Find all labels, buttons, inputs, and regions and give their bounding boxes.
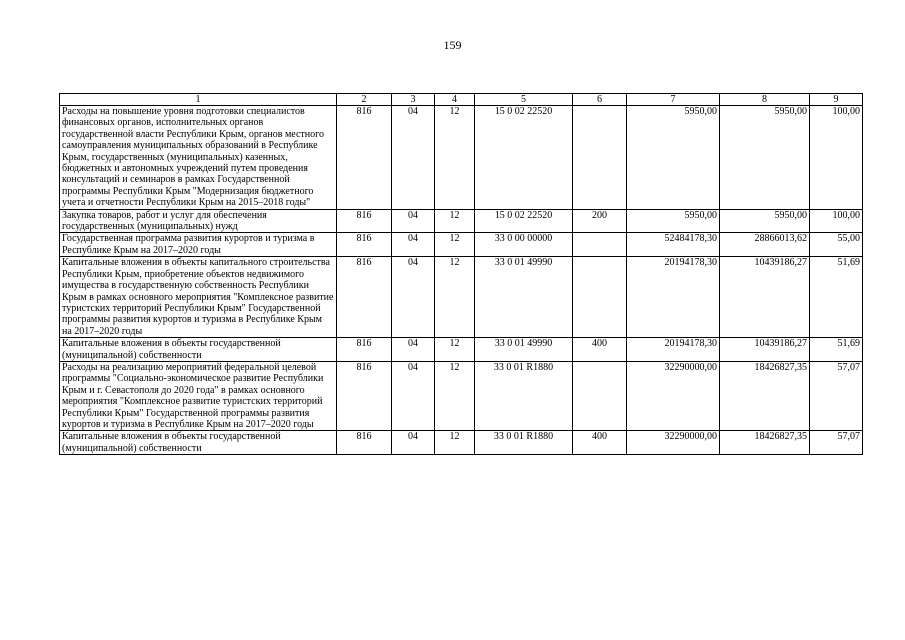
code-expense-type (573, 233, 627, 257)
table-row (60, 338, 863, 362)
amount-planned: 5950,00 (627, 209, 720, 233)
amount-planned: 20194178,30 (627, 257, 720, 338)
table-row (60, 106, 863, 210)
amount-planned: 20194178,30 (627, 338, 720, 362)
code-section: 04 (392, 431, 435, 455)
code-subsection: 12 (435, 106, 475, 210)
code-grbs: 816 (337, 209, 392, 233)
percent-executed: 57,07 (810, 361, 863, 430)
amount-executed: 5950,00 (720, 106, 810, 210)
budget-table (59, 93, 863, 455)
table-header-row (60, 94, 863, 106)
code-section: 04 (392, 338, 435, 362)
row-name: Расходы на повышение уровня подготовки специалистов финансовых органов, исполнительных органов государственной власти Республики Крым, органов местного самоуправления муниципальных образований в Республике Крым, государственных (муниципальных) казенных, бюджетных и автономных учреждений путем проведения консультаций и семинаров в рамках Государственной программы Республики Крым "Модернизация бюджетного учета и отчетности Республики Крым на 2015–2018 годы" (60, 106, 337, 210)
amount-executed: 28866013,62 (720, 233, 810, 257)
column-header: 9 (810, 94, 863, 106)
table-row (60, 257, 863, 338)
code-target: 33 0 01 R1880 (475, 431, 573, 455)
code-grbs: 816 (337, 257, 392, 338)
code-grbs: 816 (337, 233, 392, 257)
code-expense-type (573, 361, 627, 430)
code-target: 33 0 00 00000 (475, 233, 573, 257)
code-grbs: 816 (337, 338, 392, 362)
code-subsection: 12 (435, 257, 475, 338)
code-section: 04 (392, 233, 435, 257)
column-header: 6 (573, 94, 627, 106)
amount-executed: 5950,00 (720, 209, 810, 233)
code-target: 33 0 01 R1880 (475, 361, 573, 430)
percent-executed: 100,00 (810, 106, 863, 210)
amount-planned: 32290000,00 (627, 431, 720, 455)
table-row (60, 209, 863, 233)
column-header: 8 (720, 94, 810, 106)
code-expense-type (573, 257, 627, 338)
row-name: Государственная программа развития курортов и туризма в Республике Крым на 2017–2020 годы (60, 233, 337, 257)
page-number: 159 (443, 38, 462, 52)
code-subsection: 12 (435, 209, 475, 233)
code-section: 04 (392, 257, 435, 338)
code-expense-type: 200 (573, 209, 627, 233)
percent-executed: 57,07 (810, 431, 863, 455)
row-name: Закупка товаров, работ и услуг для обеспечения государственных (муниципальных) нужд (60, 209, 337, 233)
percent-executed: 51,69 (810, 257, 863, 338)
amount-planned: 52484178,30 (627, 233, 720, 257)
column-header: 1 (60, 94, 337, 106)
code-section: 04 (392, 106, 435, 210)
amount-executed: 18426827,35 (720, 361, 810, 430)
code-expense-type: 400 (573, 431, 627, 455)
row-name: Капитальные вложения в объекты государственной (муниципальной) собственности (60, 431, 337, 455)
amount-executed: 10439186,27 (720, 338, 810, 362)
table-row (60, 233, 863, 257)
percent-executed: 51,69 (810, 338, 863, 362)
code-subsection: 12 (435, 431, 475, 455)
code-grbs: 816 (337, 361, 392, 430)
code-target: 15 0 02 22520 (475, 209, 573, 233)
code-grbs: 816 (337, 431, 392, 455)
table-row (60, 431, 863, 455)
column-header: 3 (392, 94, 435, 106)
code-subsection: 12 (435, 233, 475, 257)
amount-executed: 18426827,35 (720, 431, 810, 455)
amount-executed: 10439186,27 (720, 257, 810, 338)
code-target: 15 0 02 22520 (475, 106, 573, 210)
row-name: Капитальные вложения в объекты капитального строительства Республики Крым, приобретение объектов недвижимого имущества в государственную собственность Республики Крым в рамках основного мероприятия "Комплексное развитие туристских территорий Республики Крым" Государственной программы развития курортов и туризма в Республике Крым на 2017–2020 годы (60, 257, 337, 338)
amount-planned: 32290000,00 (627, 361, 720, 430)
code-section: 04 (392, 209, 435, 233)
percent-executed: 100,00 (810, 209, 863, 233)
code-subsection: 12 (435, 361, 475, 430)
column-header: 4 (435, 94, 475, 106)
column-header: 7 (627, 94, 720, 106)
code-target: 33 0 01 49990 (475, 338, 573, 362)
row-name: Расходы на реализацию мероприятий федеральной целевой программы "Социально-экономическое развитие Республики Крым и г. Севастополя до 2020 года" в рамках основного мероприятия "Комплексное развитие туристских территорий Республики Крым" Государственной программы развития курортов и туризма в Республике Крым на 2017–2020 годы (60, 361, 337, 430)
column-header: 5 (475, 94, 573, 106)
row-name: Капитальные вложения в объекты государственной (муниципальной) собственности (60, 338, 337, 362)
percent-executed: 55,00 (810, 233, 863, 257)
code-section: 04 (392, 361, 435, 430)
column-header: 2 (337, 94, 392, 106)
code-expense-type: 400 (573, 338, 627, 362)
code-subsection: 12 (435, 338, 475, 362)
table-row (60, 361, 863, 430)
code-target: 33 0 01 49990 (475, 257, 573, 338)
code-expense-type (573, 106, 627, 210)
code-grbs: 816 (337, 106, 392, 210)
amount-planned: 5950,00 (627, 106, 720, 210)
